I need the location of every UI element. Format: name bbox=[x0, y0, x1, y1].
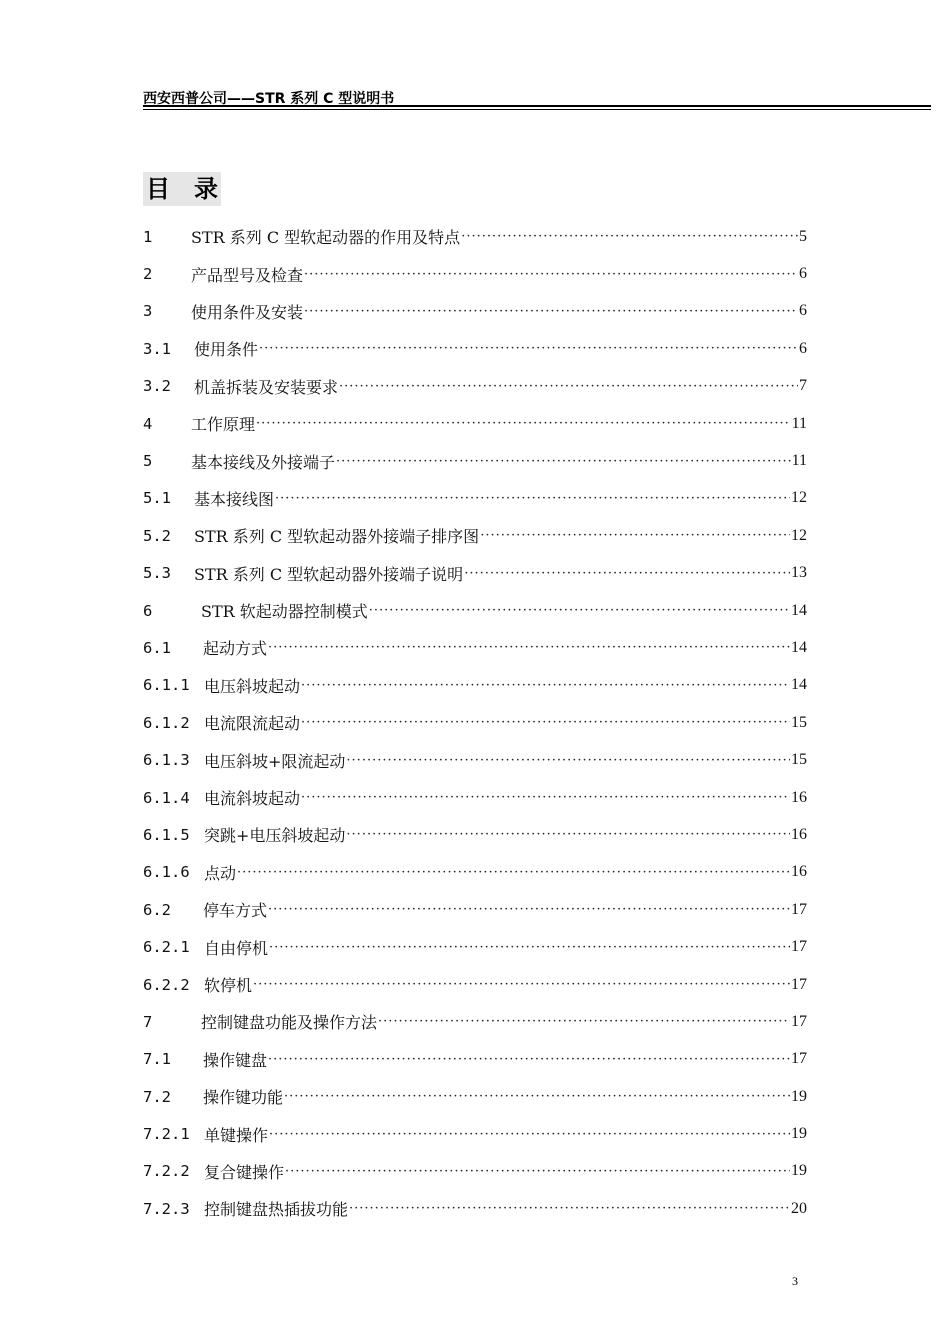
toc-entry[interactable] bbox=[143, 480, 807, 517]
toc-entry-number: 5 bbox=[143, 452, 153, 471]
toc-entry-title: STR 系列 C 型软起动器外接端子说明 bbox=[194, 564, 464, 584]
toc-entry-title: 操作键盘 bbox=[203, 1050, 268, 1070]
toc-entry-page: 17 bbox=[791, 1050, 807, 1068]
toc-leader-dots bbox=[461, 229, 798, 244]
toc-entry-title: 单键操作 bbox=[204, 1125, 269, 1145]
toc-entry-page: 6 bbox=[799, 265, 807, 283]
toc-entry-page: 16 bbox=[791, 788, 807, 806]
toc-entry[interactable] bbox=[143, 293, 807, 330]
toc-entry[interactable] bbox=[143, 891, 807, 928]
toc-entry-title: 复合键操作 bbox=[204, 1162, 285, 1182]
toc-leader-dots bbox=[339, 379, 798, 394]
toc-entry-page: 15 bbox=[791, 713, 807, 731]
toc-entry-page: 6 bbox=[799, 339, 807, 357]
toc-entry[interactable] bbox=[143, 592, 807, 629]
toc-leader-dots bbox=[301, 790, 790, 805]
toc-entry-number: 5.2 bbox=[143, 526, 171, 545]
toc-entry[interactable] bbox=[143, 1003, 807, 1040]
toc-entry-page: 6 bbox=[799, 302, 807, 320]
toc-entry-number: 7.2.1 bbox=[143, 1125, 190, 1144]
toc-leader-dots bbox=[304, 304, 798, 319]
toc-entry-title: 软停机 bbox=[204, 976, 253, 995]
header-rule bbox=[143, 105, 931, 107]
toc-entry-page: 17 bbox=[791, 938, 807, 956]
toc-entry-page: 19 bbox=[791, 1087, 807, 1105]
toc-leader-dots bbox=[256, 416, 791, 431]
toc-leader-dots bbox=[346, 753, 790, 768]
toc-entry[interactable] bbox=[143, 1190, 807, 1227]
toc-entry[interactable] bbox=[143, 330, 807, 367]
toc-entry-title: 使用条件及安装 bbox=[191, 302, 304, 322]
toc-entry-page: 17 bbox=[791, 1012, 807, 1030]
toc-entry-title: 电压斜坡+限流起动 bbox=[204, 751, 346, 771]
toc-leader-dots bbox=[480, 528, 790, 543]
header-rule-thin bbox=[143, 109, 931, 110]
toc-entry[interactable] bbox=[143, 629, 807, 666]
toc-entry-page: 13 bbox=[791, 564, 807, 582]
toc-entry-number: 6.1.6 bbox=[143, 863, 190, 882]
toc-entry-page: 16 bbox=[791, 863, 807, 881]
toc-entry-page: 7 bbox=[799, 377, 807, 395]
toc-leader-dots bbox=[464, 566, 790, 581]
toc-entry-page: 15 bbox=[791, 751, 807, 769]
toc-leader-dots bbox=[237, 865, 790, 880]
toc-entry[interactable] bbox=[143, 1115, 807, 1152]
toc-entry-page: 14 bbox=[791, 638, 807, 656]
toc-entry-title: 电流斜坡起动 bbox=[204, 789, 301, 809]
toc-heading: 目 录 bbox=[143, 172, 221, 206]
toc-entry-page: 19 bbox=[791, 1162, 807, 1180]
toc-leader-dots bbox=[259, 341, 798, 356]
toc-entry[interactable] bbox=[143, 442, 807, 479]
toc-leader-dots bbox=[268, 1052, 790, 1067]
toc-leader-dots bbox=[346, 827, 790, 842]
toc-entry-number: 7.1 bbox=[143, 1050, 171, 1069]
toc-entry-number: 6.1.5 bbox=[143, 825, 190, 844]
toc-leader-dots bbox=[253, 977, 790, 992]
toc-entry[interactable] bbox=[143, 1041, 807, 1078]
toc-leader-dots bbox=[378, 1014, 790, 1029]
toc-entry-number: 6.2 bbox=[143, 900, 171, 919]
toc-entry-number: 2 bbox=[143, 265, 153, 284]
toc-entry-number: 6.2.2 bbox=[143, 975, 190, 994]
toc-leader-dots bbox=[336, 454, 791, 469]
toc-entry-number: 6.1.3 bbox=[143, 751, 190, 770]
toc-leader-dots bbox=[268, 640, 790, 655]
toc-entry-number: 6.2.1 bbox=[143, 938, 190, 957]
toc-entry-number: 7.2 bbox=[143, 1087, 171, 1106]
toc-entry-number: 6.1.2 bbox=[143, 713, 190, 732]
toc-entry-title: 工作原理 bbox=[191, 415, 256, 435]
toc-entry-page: 14 bbox=[791, 676, 807, 694]
toc-entry-title: 电压斜坡起动 bbox=[204, 676, 301, 696]
toc-entry-number: 3.2 bbox=[143, 377, 171, 396]
toc-entry-title: 点动 bbox=[204, 863, 237, 883]
toc-entry-title: STR 系列 C 型软起动器的作用及特点 bbox=[191, 228, 461, 248]
toc-entry-number: 7.2.3 bbox=[143, 1199, 190, 1218]
toc-entry-number: 6.1.1 bbox=[143, 676, 190, 695]
toc-entry-number: 7.2.2 bbox=[143, 1162, 190, 1181]
toc-entry[interactable] bbox=[143, 218, 807, 255]
toc-entry[interactable] bbox=[143, 368, 807, 405]
page-number: 3 bbox=[792, 1274, 798, 1288]
toc-entry[interactable] bbox=[143, 517, 807, 554]
toc-entry[interactable] bbox=[143, 779, 807, 816]
toc-entry-title: 电流限流起动 bbox=[204, 714, 301, 734]
toc-entry-number: 5.3 bbox=[143, 564, 171, 583]
toc-leader-dots bbox=[284, 1089, 790, 1104]
toc-entry-title: 基本接线图 bbox=[194, 489, 275, 509]
toc-entry[interactable] bbox=[143, 966, 807, 1003]
toc-entry-page: 17 bbox=[791, 900, 807, 918]
toc-entry[interactable] bbox=[143, 667, 807, 704]
toc-entry[interactable] bbox=[143, 1153, 807, 1190]
toc-entry[interactable] bbox=[143, 741, 807, 778]
toc-entry-title: 控制键盘功能及操作方法 bbox=[201, 1013, 378, 1033]
toc-leader-dots bbox=[275, 491, 790, 506]
toc-entry[interactable] bbox=[143, 405, 807, 442]
toc-entry-page: 16 bbox=[791, 825, 807, 843]
toc-entry-title: 起动方式 bbox=[203, 639, 268, 659]
toc-entry-page: 5 bbox=[799, 227, 807, 245]
toc-entry-title: 产品型号及检查 bbox=[191, 265, 304, 285]
toc-entry-title: 停车方式 bbox=[203, 901, 268, 921]
toc-entry-number: 3.1 bbox=[143, 339, 171, 358]
toc-entry-title: 操作键功能 bbox=[203, 1088, 284, 1108]
toc-entry-page: 19 bbox=[791, 1125, 807, 1143]
table-of-contents bbox=[143, 218, 807, 1228]
toc-entry[interactable] bbox=[143, 555, 807, 592]
toc-entry-page: 20 bbox=[791, 1199, 807, 1217]
toc-entry-title: 基本接线及外接端子 bbox=[191, 452, 336, 472]
toc-leader-dots bbox=[301, 715, 790, 730]
toc-entry-number: 6 bbox=[143, 601, 153, 620]
running-header: 西安西普公司——STR 系列 C 型说明书 bbox=[143, 91, 395, 107]
toc-entry-page: 12 bbox=[791, 526, 807, 544]
toc-entry-title: 控制键盘热插拔功能 bbox=[204, 1200, 349, 1220]
toc-leader-dots bbox=[369, 603, 790, 618]
toc-entry[interactable] bbox=[143, 1078, 807, 1115]
toc-leader-dots bbox=[268, 902, 790, 917]
toc-leader-dots bbox=[285, 1164, 790, 1179]
toc-leader-dots bbox=[304, 267, 798, 282]
toc-entry-page: 12 bbox=[791, 489, 807, 507]
toc-entry-title: 机盖拆装及安装要求 bbox=[194, 377, 339, 397]
toc-entry[interactable] bbox=[143, 928, 807, 965]
toc-entry[interactable] bbox=[143, 816, 807, 853]
toc-entry-page: 17 bbox=[791, 975, 807, 993]
toc-entry-title: 突跳+电压斜坡起动 bbox=[204, 826, 346, 846]
toc-leader-dots bbox=[269, 940, 790, 955]
toc-entry-number: 6.1.4 bbox=[143, 788, 190, 807]
toc-entry-page: 11 bbox=[791, 414, 807, 432]
toc-entry[interactable] bbox=[143, 704, 807, 741]
toc-leader-dots bbox=[269, 1127, 790, 1142]
toc-entry-title: 使用条件 bbox=[194, 340, 259, 360]
toc-entry-title: STR 系列 C 型软起动器外接端子排序图 bbox=[194, 527, 480, 547]
toc-entry-page: 11 bbox=[791, 452, 807, 470]
toc-entry[interactable] bbox=[143, 255, 807, 292]
toc-entry-page: 14 bbox=[791, 601, 807, 619]
toc-leader-dots bbox=[349, 1201, 790, 1216]
toc-entry-number: 6.1 bbox=[143, 638, 171, 657]
toc-entry-number: 1 bbox=[143, 227, 153, 246]
toc-entry-number: 7 bbox=[143, 1012, 153, 1031]
toc-entry-title: STR 软起动器控制模式 bbox=[201, 602, 368, 622]
toc-entry[interactable] bbox=[143, 854, 807, 891]
toc-leader-dots bbox=[301, 678, 790, 693]
toc-entry-number: 4 bbox=[143, 414, 153, 433]
toc-entry-number: 3 bbox=[143, 302, 153, 321]
toc-entry-title: 自由停机 bbox=[204, 938, 269, 958]
toc-entry-number: 5.1 bbox=[143, 489, 171, 508]
